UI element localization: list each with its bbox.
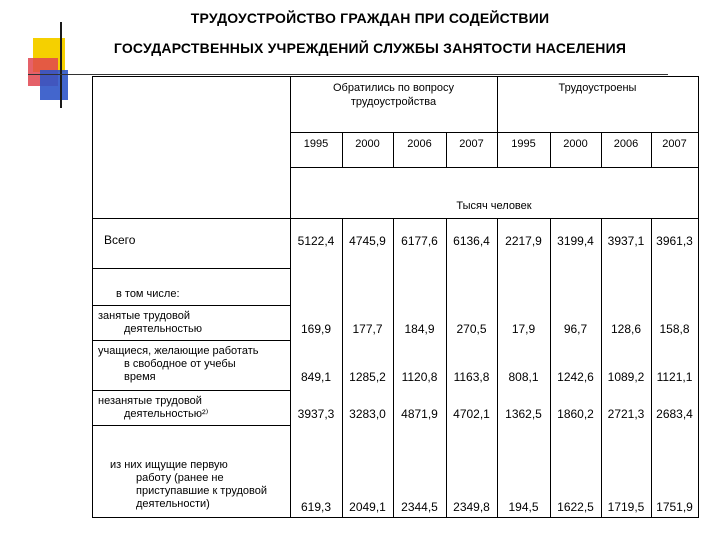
table-cell-value: 1121,1	[656, 370, 693, 384]
table-cell-value: 270,5	[456, 322, 487, 336]
year-header: 2006	[407, 138, 432, 150]
table-cell-value: 1860,2	[557, 407, 594, 421]
table-cell-value: 2344,5	[401, 500, 438, 514]
row-divider-label	[92, 390, 290, 391]
year-header: 2007	[662, 138, 687, 150]
table-border-top	[92, 76, 698, 77]
row-label-line: работу (ранее не	[136, 472, 224, 484]
table-cell-value: 1089,2	[607, 370, 645, 384]
table-border-bottom	[92, 517, 699, 518]
table-cell-value: 4871,9	[401, 407, 438, 421]
row-divider-label	[92, 425, 290, 426]
table-cell-value: 3199,4	[557, 234, 594, 248]
table-cell-value: 17,9	[511, 322, 536, 336]
row-label-line: деятельности)	[136, 498, 210, 510]
header-unit-line	[92, 218, 698, 219]
row-divider-label	[92, 305, 290, 306]
table-cell-value: 6177,6	[401, 234, 438, 248]
col-divider-data	[651, 218, 652, 517]
table-cell-value: 4702,1	[453, 407, 490, 421]
table-cell-value: 619,3	[300, 500, 332, 514]
table-cell-value: 4745,9	[349, 234, 386, 248]
page-title-line2: ГОСУДАРСТВЕННЫХ УЧРЕЖДЕНИЙ СЛУЖБЫ ЗАНЯТОСТИ НАСЕЛЕНИЯ	[113, 40, 627, 56]
table-cell-value: 1751,9	[656, 500, 693, 514]
group-header-applied: Обратились по вопросу	[332, 82, 455, 94]
col-divider-data	[497, 218, 498, 517]
table-cell-value: 3937,3	[297, 407, 335, 421]
row-label-line: время	[124, 371, 156, 383]
table-cell-value: 1285,2	[349, 370, 386, 384]
logo-vertical-line	[60, 22, 62, 108]
row-label-line: Всего	[104, 233, 136, 247]
group-header-employed: Трудоустроены	[558, 82, 637, 94]
year-header: 2000	[563, 138, 588, 150]
table-cell-value: 5122,4	[297, 234, 335, 248]
row-label-line: из них ищущие первую	[110, 459, 228, 471]
table-cell-value: 194,5	[508, 500, 539, 514]
table-cell-value: 177,7	[352, 322, 383, 336]
table-cell-value: 3283,0	[349, 407, 386, 421]
table-cell-value: 849,1	[300, 370, 332, 384]
year-header: 2000	[355, 138, 380, 150]
row-label-line: приступавшие к трудовой	[136, 485, 267, 497]
row-label-line: деятельностью	[124, 323, 203, 335]
table-cell-value: 158,8	[659, 322, 690, 336]
col-divider-data	[342, 218, 343, 517]
row-label-line: учащиеся, желающие работать	[98, 345, 259, 357]
year-header: 1995	[511, 138, 536, 150]
table-cell-value: 3961,3	[656, 234, 693, 248]
header-year-line	[290, 167, 698, 168]
table-cell-value: 1120,8	[401, 370, 438, 384]
table-border-left	[92, 76, 93, 517]
row-divider-label	[92, 340, 290, 341]
page-title-line1: ТРУДОУСТРОЙСТВО ГРАЖДАН ПРИ СОДЕЙСТВИИ	[190, 10, 550, 26]
table-cell-value: 169,9	[300, 322, 332, 336]
table-cell-value: 2049,1	[349, 500, 386, 514]
table-cell-value: 2217,9	[505, 234, 542, 248]
col-divider-data	[550, 218, 551, 517]
row-label-line: в свободное от учебы	[124, 358, 236, 370]
row-label-line: в том числе:	[116, 288, 180, 300]
table-cell-value: 1622,5	[557, 500, 594, 514]
header-divider-line	[28, 74, 668, 75]
year-header: 2006	[613, 138, 639, 150]
table-cell-value: 1719,5	[607, 500, 645, 514]
table-cell-value: 6136,4	[453, 234, 490, 248]
table-cell-value: 1242,6	[557, 370, 594, 384]
year-header: 2007	[459, 138, 484, 150]
table-cell-value: 1163,8	[453, 370, 490, 384]
col-divider-data	[601, 218, 602, 517]
table-cell-value: 808,1	[508, 370, 539, 384]
table-cell-value: 1362,5	[505, 407, 542, 421]
row-label-line: деятельностью²⁾	[124, 408, 209, 420]
year-header: 1995	[303, 138, 329, 150]
col-divider-data	[446, 218, 447, 517]
table-cell-value: 96,7	[563, 322, 588, 336]
unit-label: Тысяч человек	[456, 200, 532, 212]
table-border-right	[698, 76, 699, 518]
row-label-line: незанятые трудовой	[98, 395, 202, 407]
table-cell-value: 2683,4	[656, 407, 693, 421]
row-divider-label	[92, 268, 290, 269]
row-label-line: занятые трудовой	[98, 310, 190, 322]
table-cell-value: 2349,8	[453, 500, 490, 514]
col-divider-data	[393, 218, 394, 517]
group-header-applied-2: трудоустройства	[350, 96, 437, 108]
table-cell-value: 2721,3	[607, 407, 645, 421]
header-group-line	[290, 132, 698, 133]
table-cell-value: 184,9	[404, 322, 435, 336]
table-cell-value: 128,6	[610, 322, 642, 336]
table-cell-value: 3937,1	[607, 234, 645, 248]
